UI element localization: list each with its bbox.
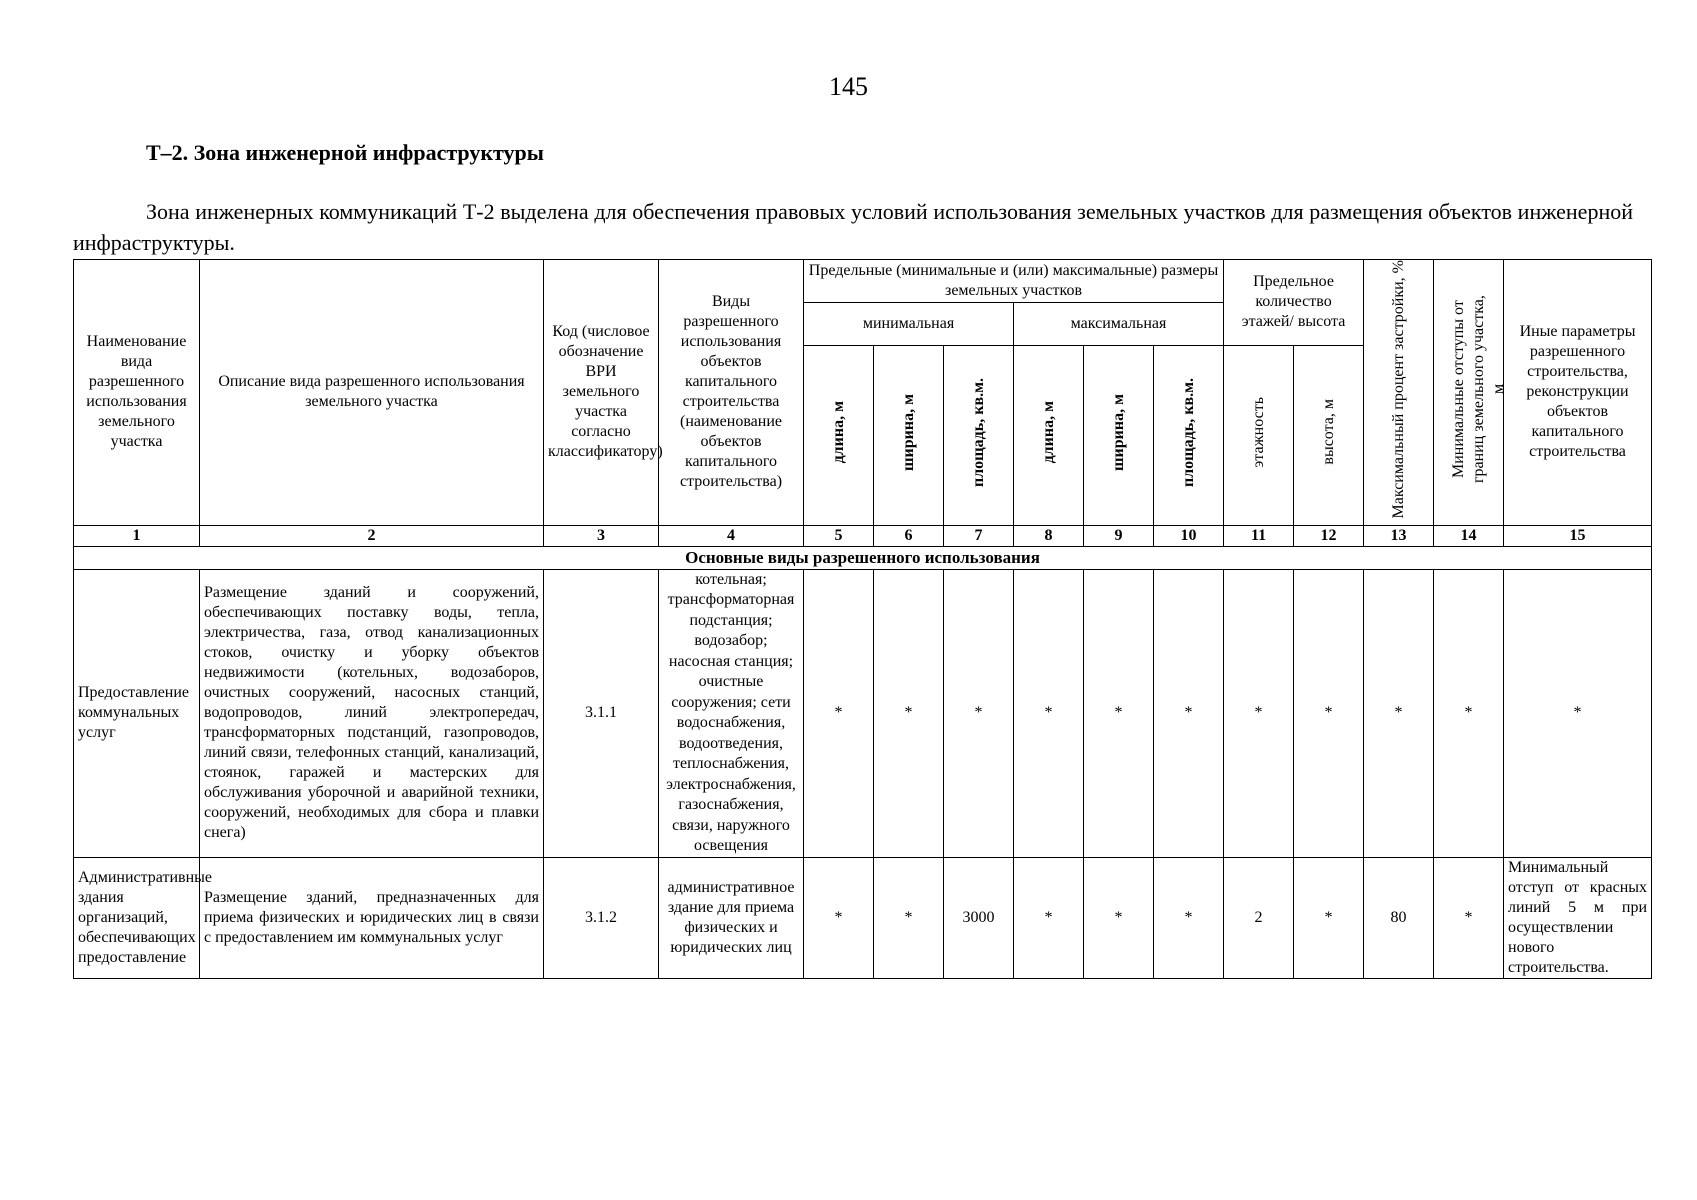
header-floors: Предельное количество этажей/ высота	[1224, 260, 1364, 346]
col-number: 10	[1154, 525, 1224, 546]
header-plot-sizes: Предельные (минимальные и (или) максимальные) размеры земельных участков	[804, 260, 1224, 303]
header-min-width: ширина, м	[874, 345, 944, 525]
col-number: 13	[1364, 525, 1434, 546]
col-number: 14	[1434, 525, 1504, 546]
col-number: 2	[200, 525, 544, 546]
col-number: 15	[1504, 525, 1652, 546]
row-name: Административные здания организаций, обеспечивающих предоставление	[74, 857, 200, 978]
header-max-percent: Максимальный процент застройки, %	[1364, 260, 1434, 526]
row-value: *	[1434, 569, 1504, 857]
row-name: Предоставление коммунальных услуг	[74, 569, 200, 857]
row-value: *	[1014, 569, 1084, 857]
row-value: *	[1084, 569, 1154, 857]
header-min-area: площадь, кв.м.	[944, 345, 1014, 525]
header-name: Наименование вида разрешенного использования земельного участка	[74, 260, 200, 526]
header-code: Код (числовое обозначение ВРИ земельного участка согласно классификатору)	[544, 260, 659, 526]
col-number: 8	[1014, 525, 1084, 546]
row-value: 2	[1224, 857, 1294, 978]
row-value: *	[1294, 569, 1364, 857]
col-number: 9	[1084, 525, 1154, 546]
header-other-params: Иные параметры разрешенного строительства, реконструкции объектов капитального строительства	[1504, 260, 1652, 526]
row-code: 3.1.2	[544, 857, 659, 978]
row-value: 3000	[944, 857, 1014, 978]
row-value: *	[1154, 857, 1224, 978]
row-value: *	[1084, 857, 1154, 978]
header-description: Описание вида разрешенного использования земельного участка	[200, 260, 544, 526]
row-description: Размещение зданий и сооружений, обеспечивающих поставку воды, тепла, электричества, газа, отвод канализационных стоков, очистку и уборку объектов недвижимости (котельных, водозаборов, очистных сооружений, насосных станций, водопроводов, линий электропередач, трансформаторных подстанций, газопроводов, линий связи, телефонных станций, канализаций, стоянок, гаражей и мастерских для обслуживания уборочной и аварийной техники, сооружений, необходимых для сбора и плавки снега)	[200, 569, 544, 857]
table-row	[74, 569, 1652, 857]
row-value: *	[1504, 569, 1652, 857]
table-row	[74, 857, 1652, 978]
header-min-length: длина, м	[804, 345, 874, 525]
page-number: 145	[829, 72, 868, 101]
header-height: высота, м	[1294, 345, 1364, 525]
col-number: 11	[1224, 525, 1294, 546]
col-number: 4	[659, 525, 804, 546]
intro-paragraph: Зона инженерных коммуникаций Т-2 выделена для обеспечения правовых условий использования земельных участков для размещения объектов инженерной инфраструктуры.	[73, 199, 1633, 255]
header-max-width: ширина, м	[1084, 345, 1154, 525]
zoning-table	[73, 259, 1652, 979]
col-number: 5	[804, 525, 874, 546]
col-number: 12	[1294, 525, 1364, 546]
row-value: *	[1364, 569, 1434, 857]
row-value: *	[1014, 857, 1084, 978]
row-value: *	[874, 857, 944, 978]
row-code: 3.1.1	[544, 569, 659, 857]
section-heading: Т–2. Зона инженерной инфраструктуры	[146, 140, 544, 165]
row-description: Размещение зданий, предназначенных для приема физических и юридических лиц в связи с предоставлением им коммунальных услуг	[200, 857, 544, 978]
row-value: *	[804, 569, 874, 857]
header-max-length: длина, м	[1014, 345, 1084, 525]
col-number: 1	[74, 525, 200, 546]
section-title: Основные виды разрешенного использования	[74, 546, 1652, 569]
row-value: *	[1154, 569, 1224, 857]
col-number: 3	[544, 525, 659, 546]
header-min: минимальная	[804, 302, 1014, 345]
row-objects: котельная; трансформаторная подстанция; водозабор; насосная станция; очистные сооружения; сети водоснабжения, водоотведения, теплоснабжения, электроснабжения, газоснабжения, связи, наружного освещения	[659, 569, 804, 857]
col-number: 7	[944, 525, 1014, 546]
header-min-setbacks: Минимальные отступы от границ земельного участка, м	[1434, 260, 1504, 526]
row-value: *	[944, 569, 1014, 857]
header-max: максимальная	[1014, 302, 1224, 345]
row-objects: административное здание для приема физических и юридических лиц	[659, 857, 804, 978]
header-objects: Виды разрешенного использования объектов капитального строительства (наименование объектов капитального строительства)	[659, 260, 804, 526]
row-value: *	[1224, 569, 1294, 857]
row-value: *	[874, 569, 944, 857]
col-number: 6	[874, 525, 944, 546]
row-value: 80	[1364, 857, 1434, 978]
row-value: *	[1434, 857, 1504, 978]
column-number-row	[74, 525, 1652, 546]
row-value: *	[1294, 857, 1364, 978]
row-other-params: Минимальный отступ от красных линий 5 м при осуществлении нового строительства.	[1504, 857, 1652, 978]
header-floor-count: этажность	[1224, 345, 1294, 525]
row-value: *	[804, 857, 874, 978]
header-max-area: площадь, кв.м.	[1154, 345, 1224, 525]
